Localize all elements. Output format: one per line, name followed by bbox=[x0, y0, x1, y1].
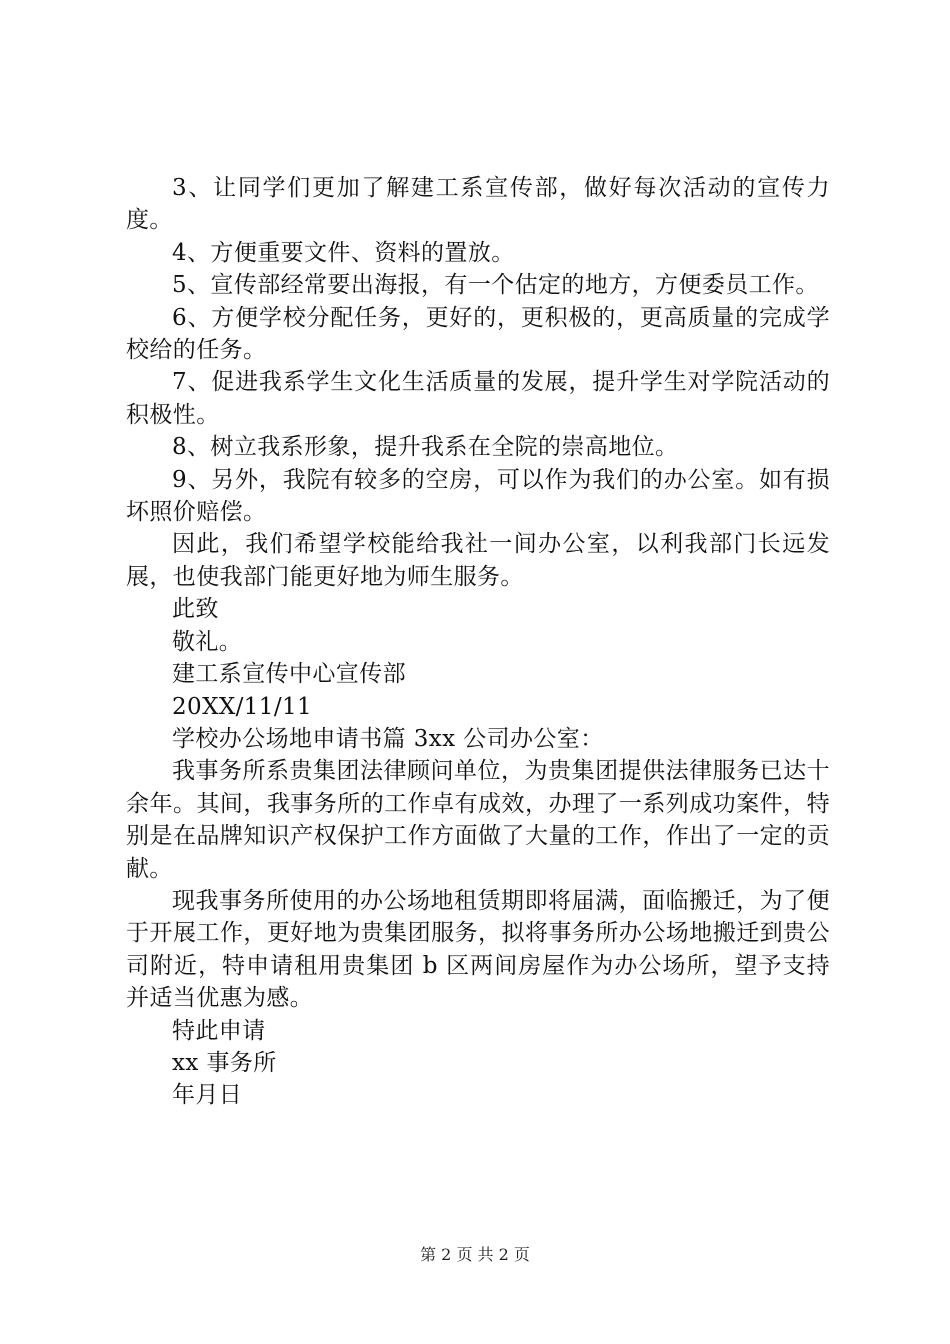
document-body bbox=[126, 172, 830, 1112]
list-item: 9、另外，我院有较多的空房，可以作为我们的办公室。如有损坏照价赔偿。 bbox=[126, 466, 830, 526]
date: 20XX/11/11 bbox=[172, 693, 313, 720]
section-heading: 学校办公场地申请书篇 3xx 公司办公室： bbox=[172, 725, 604, 752]
date-placeholder: 年月日 bbox=[172, 1082, 243, 1109]
signature: 建工系宣传中心宣传部 bbox=[172, 661, 406, 688]
closing-salutation: 此致 bbox=[172, 596, 219, 623]
list-item: 4、方便重要文件、资料的置放。 bbox=[172, 239, 515, 266]
list-item: 3、让同学们更加了解建工系宣传部，做好每次活动的宣传力度。 bbox=[126, 175, 830, 234]
body-paragraph: 我事务所系贵集团法律顾问单位，为贵集团提供法律服务已达十余年。其间，我事务所的工作卓有成效，办理了一系列成功案件，特别是在品牌知识产权保护工作方面做了大量的工作，作出了一定的贡献。 bbox=[126, 758, 830, 882]
page-footer: 第 2 页 共 2 页 bbox=[420, 1245, 530, 1264]
closing-respect: 敬礼。 bbox=[172, 628, 243, 655]
body-paragraph: 现我事务所使用的办公场地租赁期即将届满，面临搬迁，为了便于开展工作，更好地为贵集团服务，拟将事务所办公场地搬迁到贵公司附近，特申请租用贵集团 b 区两间房屋作为办公场所，望予支持并适当优惠为感。 bbox=[126, 887, 830, 1012]
list-item: 8、树立我系形象，提升我系在全院的崇高地位。 bbox=[172, 434, 679, 461]
list-item: 6、方便学校分配任务，更好的，更积极的，更高质量的完成学校给的任务。 bbox=[126, 304, 830, 364]
list-item: 5、宣传部经常要出海报，有一个估定的地方，方便委员工作。 bbox=[172, 272, 819, 299]
signature-firm: xx 事务所 bbox=[172, 1049, 277, 1076]
closing-request: 特此申请 bbox=[172, 1017, 266, 1044]
list-item: 7、促进我系学生文化生活质量的发展，提升学生对学院活动的积极性。 bbox=[126, 369, 830, 428]
conclusion-paragraph: 因此，我们希望学校能给我社一间办公室，以利我部门长远发展，也使我部门能更好地为师生服务。 bbox=[126, 531, 830, 590]
